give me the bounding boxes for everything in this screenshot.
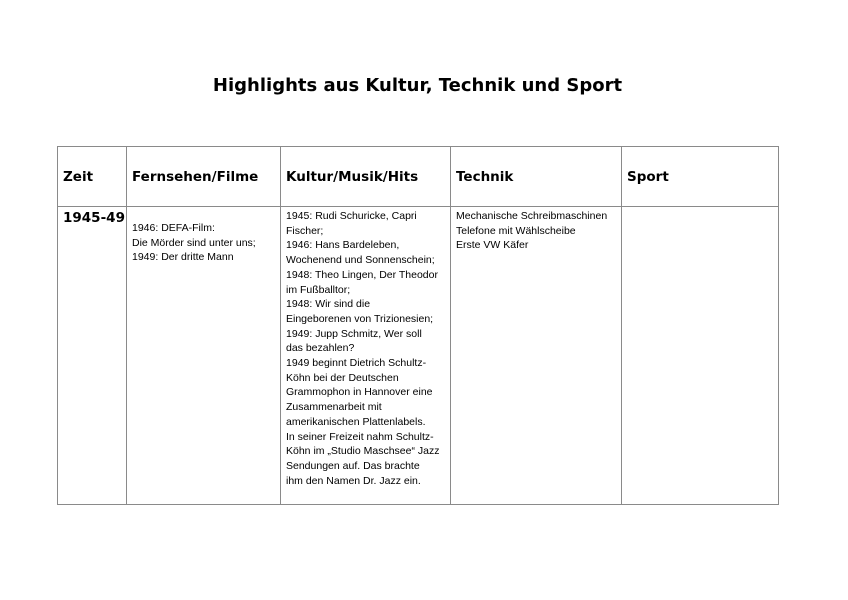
kultur-line: 1945: Rudi Schuricke, Capri (286, 210, 417, 222)
kultur-line: Sendungen auf. Das brachte (286, 459, 420, 472)
kultur-line: amerikanischen Plattenlabels. (286, 415, 426, 428)
kultur-line: 1946: Hans Bardeleben, (286, 239, 400, 252)
highlights-table (57, 146, 779, 505)
table-row (58, 207, 779, 505)
film-line: 1949: Der dritte Mann (132, 251, 234, 264)
cell-fernsehen-filme (127, 207, 281, 505)
kultur-line: Köhn im „Studio Maschsee“ Jazz (286, 445, 440, 458)
film-line: Die Mörder sind unter uns; (132, 236, 256, 249)
film-line: 1946: DEFA-Film: (132, 222, 215, 234)
kultur-line: Köhn bei der Deutschen (286, 371, 399, 384)
header-kultur-musik-hits: Kultur/Musik/Hits (281, 147, 451, 207)
kultur-line: 1949 beginnt Dietrich Schultz- (286, 357, 427, 370)
header-fernsehen-filme: Fernsehen/Filme (127, 147, 281, 207)
kultur-line: ihm den Namen Dr. Jazz ein. (286, 474, 421, 487)
kultur-line: In seiner Freizeit nahm Schultz- (286, 430, 434, 443)
page-title: Highlights aus Kultur, Technik und Sport (212, 75, 623, 96)
cell-technik (451, 207, 622, 505)
kultur-line: das bezahlen? (286, 342, 355, 355)
technik-line: Telefone mit Wählscheibe (456, 224, 576, 237)
cell-sport (622, 207, 779, 505)
kultur-line: 1949: Jupp Schmitz, Wer soll (286, 327, 422, 340)
kultur-line: 1948: Theo Lingen, Der Theodor (286, 268, 438, 281)
kultur-line: Grammophon in Hannover eine (286, 386, 433, 399)
cell-kultur-musik-hits (281, 207, 451, 505)
kultur-line: Wochenend und Sonnenschein; (286, 254, 435, 267)
kultur-line: Eingeborenen von Trizionesien; (286, 312, 434, 325)
technik-line: Erste VW Käfer (456, 239, 529, 252)
kultur-line: im Fußballtor; (286, 283, 351, 296)
kultur-line: Fischer; (286, 224, 324, 237)
table-header-row (58, 147, 779, 207)
header-technik: Technik (451, 147, 622, 207)
cell-zeit (58, 207, 127, 505)
kultur-line: 1948: Wir sind die (286, 298, 371, 311)
header-zeit: Zeit (58, 147, 127, 207)
year-label: 1945-49 (63, 210, 125, 226)
header-sport: Sport (622, 147, 779, 207)
technik-line: Mechanische Schreibmaschinen (456, 210, 608, 222)
kultur-line: Zusammenarbeit mit (286, 401, 382, 414)
